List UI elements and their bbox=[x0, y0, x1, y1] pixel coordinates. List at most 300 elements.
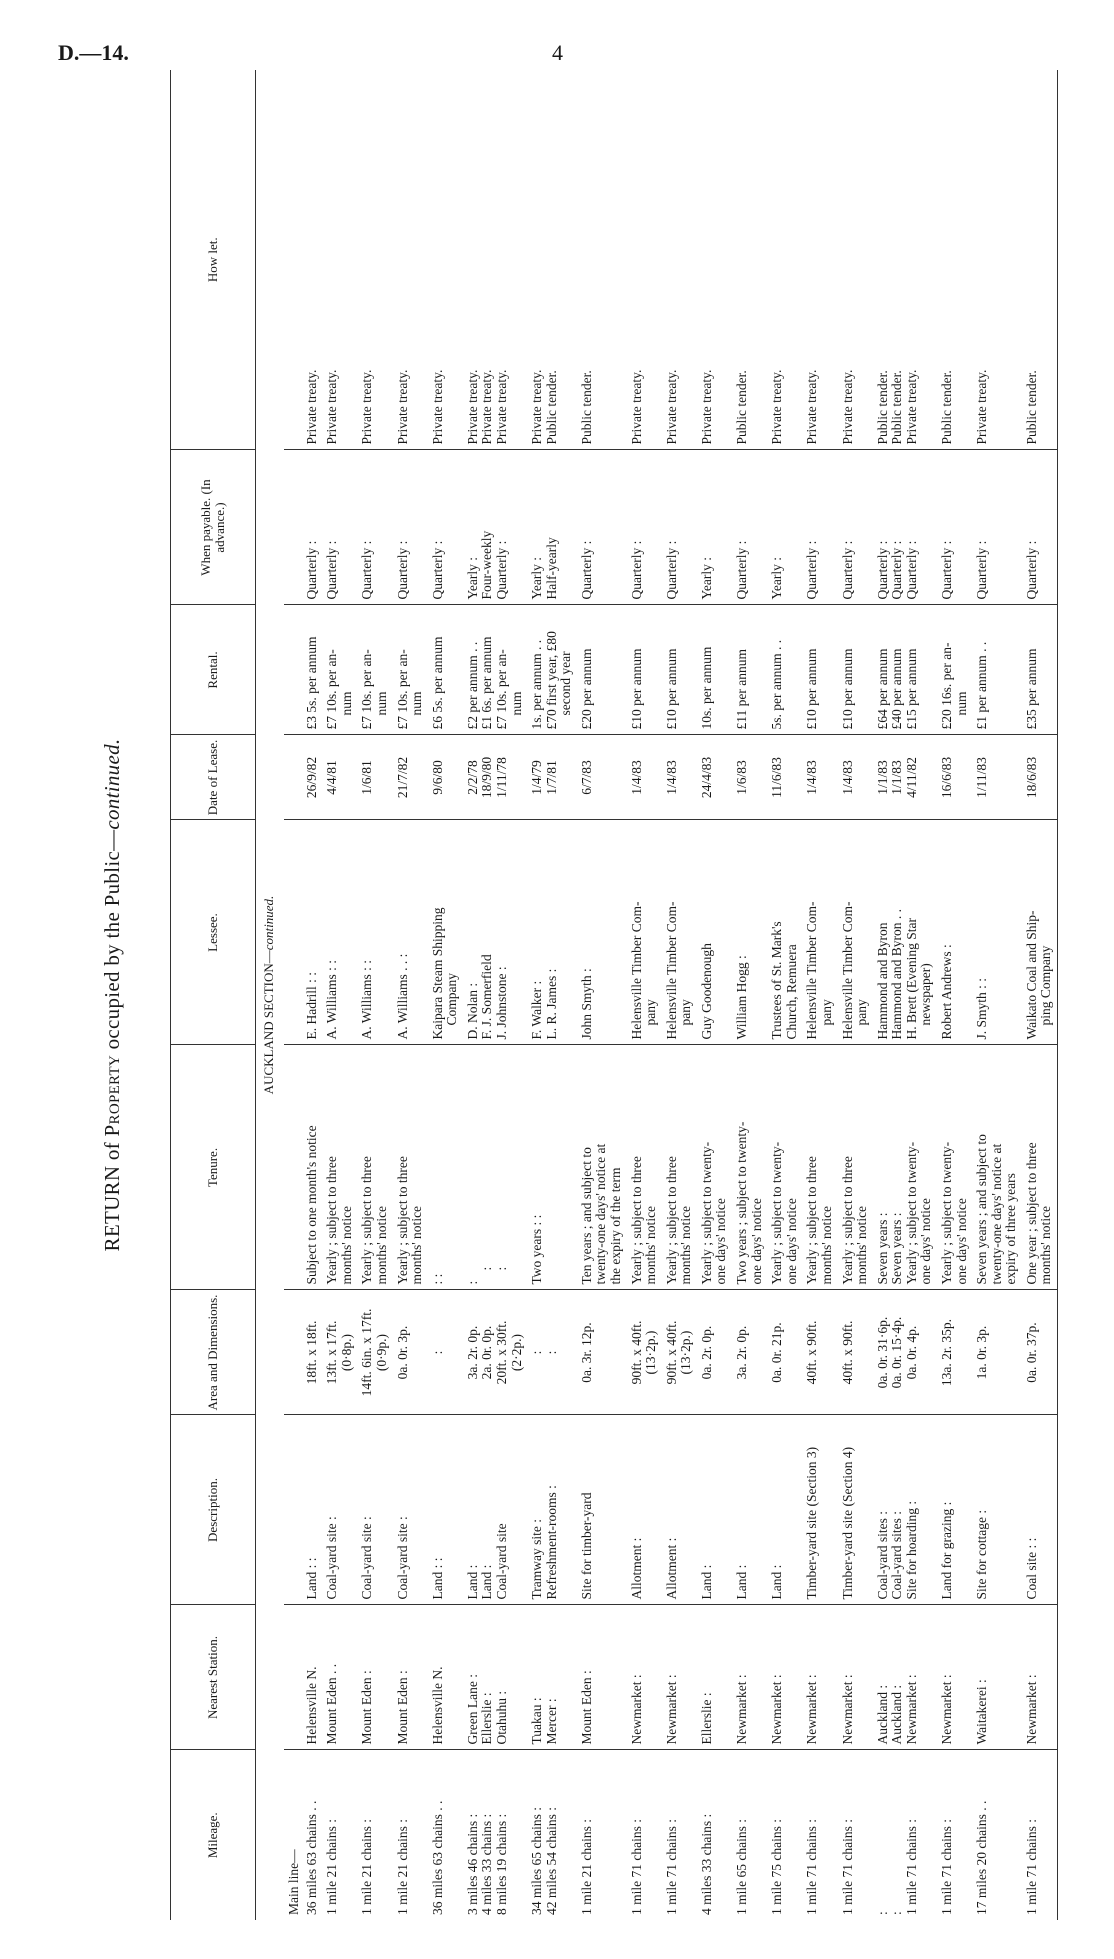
cell-line: Newmarket : bbox=[769, 1674, 785, 1745]
cell-line: 3a. 2r. 0p. bbox=[734, 1325, 750, 1380]
cell-line: £11 per annum bbox=[734, 649, 750, 730]
cell-line: 18/6/83 bbox=[1023, 756, 1039, 799]
cell-tenure bbox=[577, 1045, 627, 1290]
column-header: Date of Lease. bbox=[171, 735, 256, 820]
cell-line: Private treaty. bbox=[663, 369, 679, 445]
cell-rental bbox=[463, 605, 527, 735]
column-header: Lessee. bbox=[171, 820, 256, 1045]
cell-description bbox=[732, 1415, 767, 1605]
cell-line: £6 5s. per annum bbox=[429, 636, 445, 730]
cell-how bbox=[428, 70, 463, 450]
table-row bbox=[322, 70, 357, 1920]
cell-line: Public tender. bbox=[543, 370, 559, 445]
cell-line: 0a. 3r. 12p. bbox=[578, 1322, 594, 1383]
column-header: When payable. (In advance.) bbox=[171, 450, 256, 605]
cell-line: Tramway site : bbox=[529, 1519, 545, 1600]
cell-line: Quarterly : bbox=[889, 540, 905, 600]
cell-area bbox=[972, 1290, 1022, 1415]
cell-date bbox=[937, 735, 972, 820]
cell-line: Green Lane : bbox=[464, 1674, 480, 1745]
cell-when bbox=[577, 450, 627, 605]
cell-line: Private treaty. bbox=[359, 369, 375, 445]
cell-mileage bbox=[393, 1750, 428, 1920]
cell-line: 1/4/83 bbox=[804, 760, 820, 795]
cell-line: Private treaty. bbox=[698, 369, 714, 445]
cell-line: Quarterly : bbox=[359, 540, 375, 600]
cell-line: H. Brett (Evening Star bbox=[903, 918, 919, 1040]
cell-when bbox=[527, 450, 577, 605]
cell-line: 1a. 0r. 3p. bbox=[974, 1325, 990, 1380]
cell-line: Land for grazing : bbox=[939, 1501, 954, 1600]
cell-line: Quarterly : bbox=[974, 540, 990, 600]
section-name: AUCKLAND SECTION— bbox=[261, 950, 276, 1095]
cell-line: 0a. 2r. 0p. bbox=[698, 1325, 714, 1380]
cell-tenure bbox=[697, 1045, 732, 1290]
cell-line: Quarterly : bbox=[628, 540, 644, 600]
cell-line: Private treaty. bbox=[303, 369, 319, 445]
cell-lessee bbox=[302, 820, 323, 1045]
cell-line: 17 miles 20 chains . . bbox=[974, 1800, 990, 1915]
cell-line: Auckland : bbox=[889, 1684, 905, 1745]
cell-date bbox=[577, 735, 627, 820]
title-smallcaps: Property bbox=[100, 1054, 124, 1137]
cell-line: Yearly : bbox=[464, 556, 480, 600]
cell-description bbox=[463, 1415, 527, 1605]
cell-line: 0a. 0r. 3p. bbox=[394, 1325, 410, 1380]
cell-line: A. Williams : : bbox=[324, 960, 340, 1040]
cell-line: £10 per annum bbox=[804, 648, 820, 730]
cell-line: one days' notice bbox=[713, 1198, 729, 1285]
cell-mileage bbox=[697, 1750, 732, 1920]
cell-line: : bbox=[429, 1350, 445, 1355]
cell-line: : : bbox=[429, 1273, 445, 1285]
table-row bbox=[767, 70, 802, 1920]
cell-line: William Hogg : bbox=[734, 955, 750, 1040]
cell-line: Tuakau : bbox=[529, 1697, 545, 1745]
cell-station bbox=[662, 1605, 697, 1750]
table-row bbox=[873, 70, 937, 1920]
cell-line: Private treaty. bbox=[394, 369, 410, 445]
cell-line: Site for cottage : bbox=[974, 1509, 990, 1600]
cell-line: £7 10s. per an- bbox=[394, 649, 410, 730]
cell-line: 2/2/78 bbox=[464, 760, 480, 795]
cell-when bbox=[428, 450, 463, 605]
cell-when bbox=[873, 450, 937, 605]
cell-line: Auckland : bbox=[874, 1684, 890, 1745]
cell-line: F. J. Somerfield bbox=[479, 954, 495, 1040]
cell-line: Quarterly : bbox=[493, 540, 509, 600]
cell-description bbox=[393, 1415, 428, 1605]
cell-how bbox=[838, 70, 873, 450]
cell-line: 1/11/78 bbox=[493, 757, 509, 798]
cell-line: £10 per annum bbox=[839, 648, 855, 730]
cell-line: 3 miles 46 chains : bbox=[464, 1813, 480, 1915]
cell-how bbox=[527, 70, 577, 450]
column-header: Description. bbox=[171, 1415, 256, 1605]
cell-when bbox=[802, 450, 837, 605]
cell-line: months' notice bbox=[1038, 1205, 1054, 1285]
cell-line: 40ft. x 90ft. bbox=[839, 1320, 855, 1385]
cell-line: Public tender. bbox=[578, 370, 594, 445]
cell-line: 10s. per annum bbox=[698, 646, 714, 730]
cell-line: (13·2p.) bbox=[678, 1330, 694, 1375]
cell-line: 4 miles 33 chains : bbox=[698, 1813, 714, 1915]
table-row bbox=[1022, 70, 1058, 1920]
cell-lessee bbox=[972, 820, 1022, 1045]
cell-when bbox=[697, 450, 732, 605]
cell-line: 14ft. 6in. x 17ft. bbox=[359, 1308, 375, 1397]
cell-mileage bbox=[322, 1750, 357, 1920]
cell-station bbox=[838, 1605, 873, 1750]
cell-mileage bbox=[732, 1750, 767, 1920]
cell-line: Ten years ; and subject to bbox=[578, 1147, 594, 1285]
cell-description bbox=[838, 1415, 873, 1605]
section-heading-row bbox=[256, 70, 285, 1920]
cell-rental bbox=[357, 605, 392, 735]
cell-line: Quarterly : bbox=[1023, 540, 1039, 600]
cell-station bbox=[627, 1605, 662, 1750]
cell-line: 2a. 0r. 0p. bbox=[479, 1325, 495, 1380]
cell-lessee bbox=[627, 820, 662, 1045]
cell-line: Private treaty. bbox=[903, 369, 919, 445]
cell-line: Allotment : bbox=[663, 1537, 679, 1600]
cell-line: expiry of three years bbox=[1003, 1173, 1019, 1285]
cell-date bbox=[357, 735, 392, 820]
cell-line: £20 16s. per an- bbox=[939, 642, 954, 730]
cell-line: Quarterly : bbox=[578, 540, 594, 600]
cell-area bbox=[357, 1290, 392, 1415]
cell-line: Yearly ; subject to three bbox=[324, 1156, 340, 1285]
cell-line: Company bbox=[444, 973, 460, 1026]
cell-line: 1 mile 71 chains : bbox=[939, 1819, 954, 1915]
cell-rental bbox=[1022, 605, 1058, 735]
cell-how bbox=[732, 70, 767, 450]
cell-tenure bbox=[428, 1045, 463, 1290]
cell-line: 1/6/81 bbox=[359, 760, 375, 795]
cell-when bbox=[662, 450, 697, 605]
cell-line: A. Williams : : bbox=[359, 960, 375, 1040]
cell-line: : bbox=[874, 1911, 890, 1915]
cell-line: 1 mile 75 chains : bbox=[769, 1819, 785, 1915]
cell-line: num bbox=[373, 691, 389, 716]
cell-line: F. Walker : bbox=[529, 980, 545, 1040]
cell-line: Kaipara Steam Shipping bbox=[429, 907, 445, 1040]
cell-rental bbox=[322, 605, 357, 735]
cell-line: J. Johnstone : bbox=[493, 966, 509, 1040]
cell-line: Newmarket : bbox=[839, 1674, 855, 1745]
cell-date bbox=[662, 735, 697, 820]
cell-tenure bbox=[972, 1045, 1022, 1290]
cell-line: Land : : bbox=[429, 1557, 445, 1600]
cell-how bbox=[393, 70, 428, 450]
cell-line: Public tender. bbox=[1023, 370, 1039, 445]
cell-line: 42 miles 54 chains : bbox=[543, 1807, 559, 1915]
cell-line: Newmarket : bbox=[663, 1674, 679, 1745]
cell-lessee bbox=[527, 820, 577, 1045]
cell-area bbox=[873, 1290, 937, 1415]
cell-line: Allotment : bbox=[628, 1537, 644, 1600]
cell-line: Quarterly : bbox=[394, 540, 410, 600]
cell-tenure bbox=[732, 1045, 767, 1290]
cell-line: pany bbox=[678, 999, 694, 1026]
cell-line: Newmarket : bbox=[1023, 1674, 1039, 1745]
cell-mileage bbox=[463, 1750, 527, 1920]
cell-line: 8 miles 19 chains : bbox=[493, 1813, 509, 1915]
cell-line: 21/7/82 bbox=[394, 756, 410, 799]
cell-area bbox=[767, 1290, 802, 1415]
cell-line: Guy Goodenough bbox=[698, 943, 714, 1040]
cell-tenure bbox=[393, 1045, 428, 1290]
cell-line: (13·2p.) bbox=[643, 1330, 659, 1375]
cell-line: 90ft. x 40ft. bbox=[663, 1320, 679, 1385]
cell-line: num bbox=[338, 691, 354, 716]
cell-description bbox=[767, 1415, 802, 1605]
cell-line: Hammond and Byron bbox=[874, 922, 890, 1040]
cell-line: pany bbox=[643, 999, 659, 1026]
cell-description bbox=[662, 1415, 697, 1605]
cell-line: Private treaty. bbox=[628, 369, 644, 445]
cell-description bbox=[627, 1415, 662, 1605]
cell-rental bbox=[767, 605, 802, 735]
cell-line: 1/1/83 bbox=[874, 760, 890, 795]
cell-when bbox=[357, 450, 392, 605]
cell-line: Coal-yard site : bbox=[324, 1516, 340, 1600]
cell-when bbox=[627, 450, 662, 605]
table-row bbox=[577, 70, 627, 1920]
cell-line: Yearly ; subject to three bbox=[804, 1156, 820, 1285]
cell-area bbox=[322, 1290, 357, 1415]
cell-rental bbox=[662, 605, 697, 735]
cell-line: Mount Eden : bbox=[359, 1670, 375, 1745]
cell-description bbox=[972, 1415, 1022, 1605]
cell-line: Helensville Timber Com- bbox=[839, 901, 855, 1040]
cell-how bbox=[1022, 70, 1058, 450]
table-row bbox=[697, 70, 732, 1920]
cell-line: the expiry of the term bbox=[608, 1167, 624, 1285]
cell-line: Site for hoarding : bbox=[903, 1500, 919, 1600]
title-prefix: RETURN of bbox=[100, 1136, 124, 1252]
cell-tenure bbox=[463, 1045, 527, 1290]
cell-description bbox=[428, 1415, 463, 1605]
cell-how bbox=[802, 70, 837, 450]
table-row bbox=[428, 70, 463, 1920]
cell-line: (0·9p.) bbox=[373, 1333, 389, 1372]
cell-mileage bbox=[972, 1750, 1022, 1920]
cell-tenure bbox=[873, 1045, 937, 1290]
cell-line: months' notice bbox=[338, 1205, 354, 1285]
cell-when bbox=[393, 450, 428, 605]
cell-line: 1 mile 71 chains : bbox=[628, 1819, 644, 1915]
column-header: Tenure. bbox=[171, 1045, 256, 1290]
cell-line: Ellerslie : bbox=[698, 1692, 714, 1745]
cell-description bbox=[577, 1415, 627, 1605]
cell-line: Coal-yard sites : bbox=[874, 1511, 890, 1600]
cell-mileage bbox=[662, 1750, 697, 1920]
cell-area bbox=[302, 1290, 323, 1415]
cell-line: Seven years ; and subject to bbox=[974, 1134, 990, 1285]
cell-line: months' notice bbox=[678, 1205, 694, 1285]
cell-description bbox=[527, 1415, 577, 1605]
cell-line: 18/9/80 bbox=[479, 756, 495, 799]
table-row bbox=[732, 70, 767, 1920]
cell-line: months' notice bbox=[643, 1205, 659, 1285]
cell-when bbox=[1022, 450, 1058, 605]
cell-area bbox=[838, 1290, 873, 1415]
cell-mileage bbox=[302, 1750, 323, 1920]
cell-line: Public tender. bbox=[939, 370, 954, 445]
cell-station bbox=[972, 1605, 1022, 1750]
cell-line: Private treaty. bbox=[529, 369, 545, 445]
section-continued: continued. bbox=[261, 895, 276, 951]
cell-date bbox=[697, 735, 732, 820]
cell-station bbox=[357, 1605, 392, 1750]
cell-how bbox=[357, 70, 392, 450]
cell-line: one days' notice bbox=[918, 1198, 934, 1285]
cell-rental bbox=[838, 605, 873, 735]
cell-tenure bbox=[357, 1045, 392, 1290]
cell-line: Helensville Timber Com- bbox=[628, 901, 644, 1040]
cell-date bbox=[972, 735, 1022, 820]
cell-station bbox=[1022, 1605, 1058, 1750]
cell-line: £10 per annum bbox=[663, 648, 679, 730]
cell-line: Coal-yard site : bbox=[359, 1516, 375, 1600]
cell-line: Yearly ; subject to three bbox=[663, 1156, 679, 1285]
cell-lessee bbox=[1022, 820, 1058, 1045]
cell-line: (0·8p.) bbox=[338, 1333, 354, 1372]
cell-line: Land : bbox=[698, 1564, 714, 1600]
cell-line: : bbox=[889, 1911, 905, 1915]
cell-line: Newmarket : bbox=[804, 1674, 820, 1745]
cell-line: A. Williams . . : bbox=[394, 953, 410, 1040]
cell-line: num bbox=[953, 691, 969, 716]
cell-date bbox=[627, 735, 662, 820]
cell-when bbox=[972, 450, 1022, 605]
cell-mileage bbox=[937, 1750, 972, 1920]
column-header: Mileage. bbox=[171, 1750, 256, 1920]
cell-line: 13a. 2r. 35p. bbox=[939, 1318, 954, 1387]
cell-line: Yearly : bbox=[529, 556, 545, 600]
cell-line: 1/6/83 bbox=[734, 760, 750, 795]
cell-rental bbox=[428, 605, 463, 735]
cell-line: months' notice bbox=[409, 1205, 425, 1285]
cell-line: Waitakerei : bbox=[974, 1679, 990, 1745]
cell-station bbox=[463, 1605, 527, 1750]
cell-how bbox=[302, 70, 323, 450]
table-row bbox=[937, 70, 972, 1920]
table-row bbox=[393, 70, 428, 1920]
cell-line: 36 miles 63 chains . . bbox=[303, 1800, 319, 1915]
cell-station bbox=[767, 1605, 802, 1750]
table-row bbox=[627, 70, 662, 1920]
cell-line: 1 mile 65 chains : bbox=[734, 1819, 750, 1915]
cell-rental bbox=[577, 605, 627, 735]
cell-line: Yearly ; subject to twenty- bbox=[939, 1141, 954, 1285]
cell-lessee bbox=[937, 820, 972, 1045]
cell-line: 3a. 2r. 0p. bbox=[464, 1325, 480, 1380]
cell-line: 0a. 0r. 21p. bbox=[769, 1322, 785, 1383]
cell-lessee bbox=[357, 820, 392, 1045]
cell-line: 11/6/83 bbox=[769, 757, 785, 798]
cell-line: pany bbox=[818, 999, 834, 1026]
cell-line: £2 per annum . . bbox=[464, 641, 480, 730]
cell-line: Private treaty. bbox=[974, 369, 990, 445]
cell-lessee bbox=[322, 820, 357, 1045]
table-title bbox=[100, 70, 125, 1920]
cell-line: 0a. 0r. 37p. bbox=[1023, 1322, 1039, 1383]
cell-when bbox=[322, 450, 357, 605]
cell-line: E. Hadrill : : bbox=[303, 972, 319, 1040]
cell-area bbox=[732, 1290, 767, 1415]
cell-station bbox=[732, 1605, 767, 1750]
cell-description bbox=[937, 1415, 972, 1605]
cell-line: 20ft. x 30ft. bbox=[493, 1320, 509, 1385]
title-continued: continued. bbox=[100, 738, 124, 830]
cell-line: Yearly ; subject to twenty- bbox=[769, 1141, 785, 1285]
cell-line: Trustees of St. Mark's bbox=[769, 921, 785, 1040]
cell-how bbox=[767, 70, 802, 450]
cell-line: Quarterly : bbox=[429, 540, 445, 600]
cell-tenure bbox=[527, 1045, 577, 1290]
cell-line: Private treaty. bbox=[493, 369, 509, 445]
cell-mileage bbox=[767, 1750, 802, 1920]
cell-line: (2·2p.) bbox=[508, 1333, 524, 1372]
cell-line: Quarterly : bbox=[874, 540, 890, 600]
cell-line: 1 mile 71 chains : bbox=[903, 1819, 919, 1915]
column-header: How let. bbox=[171, 70, 256, 450]
cell-line: £7 10s. per an- bbox=[359, 649, 375, 730]
cell-line: L. R. James : bbox=[543, 968, 559, 1040]
cell-rental bbox=[697, 605, 732, 735]
cell-line: Two years ; subject to twenty- bbox=[734, 1121, 750, 1285]
cell-description bbox=[357, 1415, 392, 1605]
cell-date bbox=[527, 735, 577, 820]
cell-line: Ellerslie : bbox=[479, 1692, 495, 1745]
cell-date bbox=[732, 735, 767, 820]
cell-mileage bbox=[428, 1750, 463, 1920]
cell-line: Public tender. bbox=[734, 370, 750, 445]
cell-line: £7 10s. per an- bbox=[493, 649, 509, 730]
cell-line: Helensville Timber Com- bbox=[663, 901, 679, 1040]
cell-line: pany bbox=[854, 999, 870, 1026]
property-return-table bbox=[170, 70, 1058, 1920]
table-row bbox=[838, 70, 873, 1920]
table-row bbox=[662, 70, 697, 1920]
document-reference: D.—14. bbox=[58, 40, 129, 65]
cell-rental bbox=[627, 605, 662, 735]
column-header-row bbox=[171, 70, 256, 1920]
cell-line: Quarterly : bbox=[663, 540, 679, 600]
cell-area bbox=[463, 1290, 527, 1415]
cell-station bbox=[428, 1605, 463, 1750]
cell-line: D. Nolan : bbox=[464, 982, 480, 1040]
cell-line: Yearly : bbox=[698, 556, 714, 600]
cell-line: Mount Eden . . bbox=[324, 1663, 340, 1745]
cell-line: Robert Andrews : bbox=[939, 944, 954, 1040]
cell-line: Coal-yard site bbox=[493, 1523, 509, 1600]
cell-line: Newmarket : bbox=[628, 1674, 644, 1745]
cell-line: Land : bbox=[464, 1564, 480, 1600]
cell-station bbox=[873, 1605, 937, 1750]
cell-line: 6/7/83 bbox=[578, 760, 594, 795]
cell-line: £20 per annum bbox=[578, 648, 594, 730]
cell-line: Subject to one month's notice bbox=[303, 1125, 319, 1285]
cell-tenure bbox=[302, 1045, 323, 1290]
cell-line: 1s. per annum . . bbox=[529, 639, 545, 730]
cell-line: : bbox=[529, 1350, 545, 1355]
cell-line: Public tender. bbox=[889, 370, 905, 445]
cell-line: Site for timber-yard bbox=[578, 1492, 594, 1600]
table-row bbox=[972, 70, 1022, 1920]
